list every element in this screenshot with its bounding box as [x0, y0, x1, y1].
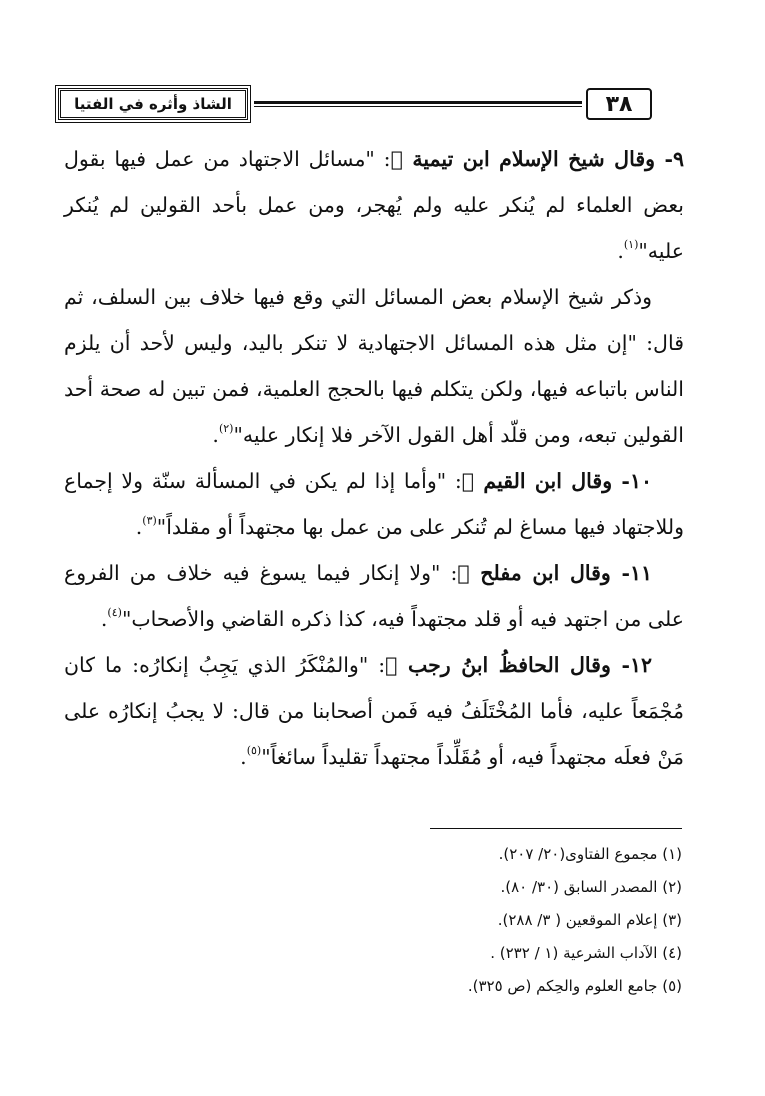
- paragraph-lead: ٩- وقال شيخ الإسلام ابن تيمية ﷫: [390, 147, 684, 171]
- paragraph-11: [64, 550, 684, 642]
- paragraph-text: : "وأما إذا لم يكن في المسألة سنّة ولا إجماع وللاجتهاد فيها مساغ لم تُنكر على من عمل بها مجتهداً أو مقلداً": [64, 469, 684, 539]
- page-header: [58, 88, 652, 122]
- paragraph-lead: ١٢- وقال الحافظُ ابنُ رجب ﷫: [385, 653, 652, 677]
- footnote-divider: [430, 828, 682, 829]
- paragraph-text: : "والمُنْكَرُ الذي يَجِبُ إنكارُه: ما كان مُجْمَعاً عليه، فأما المُخْتَلَفُ فيه فَمن أصحابنا من قال: لا يجبُ إنكارُه على مَنْ فعلَه مجتهداً فيه، أو مُقَلِّداً مجتهداً تقليداً سائغاً": [64, 653, 684, 769]
- footnote-item: (٣) إعلام الموقعين ( ٣/ ٢٨٨).: [497, 911, 682, 929]
- paragraph-text: وذكر شيخ الإسلام بعض المسائل التي وقع فيها خلاف بين السلف، ثم قال: "إن مثل هذه المسائل الاجتهادية لا تنكر باليد، وليس لأحد أن يلزم الناس باتباعه فيها، ولكن يتكلم فيها بالحجج العلمية، فمن تبين له صحة أحد القولين تبعه، ومن قلّد أهل القول الآخر فلا إنكار عليه": [64, 285, 684, 447]
- paragraph-lead: ١١- وقال ابن مفلح ﷫: [457, 561, 652, 585]
- paragraph-10: [64, 458, 684, 550]
- footnotes: [64, 838, 682, 1003]
- paragraph-text: : "مسائل الاجتهاد من عمل فيها بقول بعض العلماء لم يُنكر عليه ولم يُهجر، ومن عمل بأحد القولين لم يُنكر عليه": [64, 147, 684, 263]
- footnote-ref[interactable]: (٥): [246, 744, 262, 757]
- page-number: ٣٨: [586, 88, 652, 120]
- paragraph-12: [64, 642, 684, 780]
- paragraph-end: .: [617, 239, 624, 263]
- paragraph-lead: ١٠- وقال ابن القيم ﷫: [461, 469, 652, 493]
- paragraph-end: .: [100, 607, 108, 631]
- paragraph-end: .: [240, 745, 247, 769]
- paragraph-text: : "ولا إنكار فيما يسوغ فيه خلاف من الفروع على من اجتهد فيه أو قلد مجتهداً فيه، كذا ذكره القاضي والأصحاب": [64, 561, 684, 631]
- footnote-ref[interactable]: (١): [623, 238, 639, 251]
- paragraph-ibn-taymiyya-2: [64, 274, 684, 458]
- footnote-item: (١) مجموع الفتاوى(٢٠/ ٢٠٧).: [498, 845, 682, 863]
- paragraph-9: [64, 136, 684, 274]
- footnote-ref[interactable]: (٤): [107, 606, 122, 619]
- paragraph-end: .: [212, 423, 219, 447]
- paragraph-end: .: [135, 515, 143, 539]
- body-text: [64, 136, 684, 780]
- footnote-item: (٢) المصدر السابق (٣٠/ ٨٠).: [500, 878, 682, 896]
- footnote-ref[interactable]: (٢): [218, 422, 234, 435]
- footnote-ref[interactable]: (٣): [142, 514, 157, 527]
- footnote-item: (٥) جامع العلوم والحِكم (ص ٣٢٥).: [467, 977, 682, 995]
- footnote-item: (٤) الآداب الشرعية (١ / ٢٣٢) .: [490, 944, 682, 962]
- header-rule: [254, 101, 582, 107]
- running-title: الشاذ وأثره في الفتيا: [58, 88, 248, 120]
